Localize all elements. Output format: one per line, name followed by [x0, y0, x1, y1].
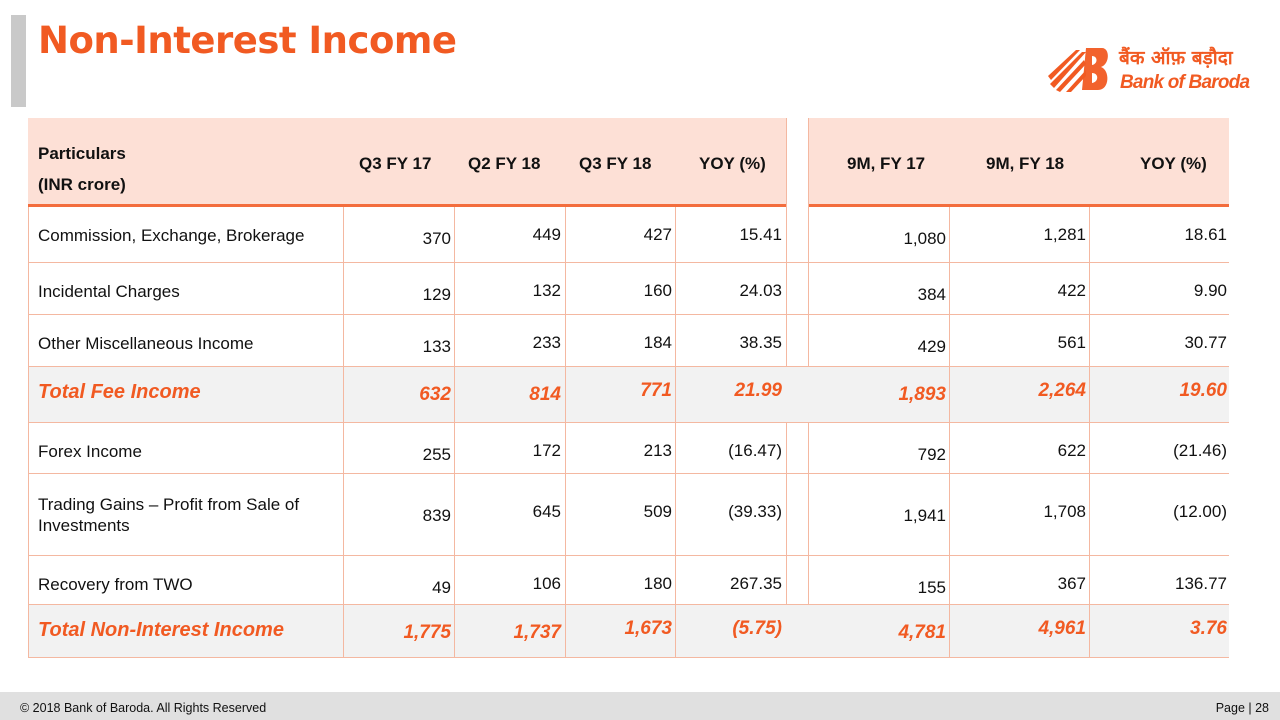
row-value: 1,281 [1043, 225, 1086, 244]
row-value: 213 [643, 441, 672, 460]
row-label: Total Fee Income [38, 381, 201, 403]
row-value: 839 [422, 506, 451, 525]
bank-logo [1046, 44, 1256, 96]
col-header-9mfy18: 9M, FY 18 [986, 154, 1065, 173]
row-value: 3.76 [1190, 618, 1227, 639]
page-title: Non-Interest Income [38, 19, 457, 62]
row-value: 792 [917, 445, 946, 464]
col-header-q3fy17: Q3 FY 17 [359, 154, 432, 173]
row-value: (21.46) [1173, 441, 1227, 460]
row-value: (5.75) [732, 618, 782, 639]
row-value: 155 [917, 578, 946, 597]
particulars-header-line2: (INR crore) [38, 175, 126, 194]
row-value: 1,941 [903, 506, 946, 525]
row-value: 1,737 [513, 622, 561, 643]
row-value: 21.99 [734, 380, 782, 401]
row-value: 267.35 [730, 574, 782, 593]
table-row [28, 423, 1229, 474]
row-value: 106 [532, 574, 561, 593]
non-interest-income-table [28, 118, 1229, 658]
row-value: 645 [532, 502, 561, 521]
row-label: Recovery from TWO [38, 575, 193, 594]
row-value: 136.77 [1175, 574, 1227, 593]
row-value: 49 [432, 578, 451, 597]
grid-line [28, 207, 29, 658]
col-header-yoy-quarter: YOY (%) [699, 154, 766, 173]
row-value: (12.00) [1173, 502, 1227, 521]
row-value: 427 [643, 225, 672, 244]
row-value: 2,264 [1038, 380, 1086, 401]
row-value: 233 [532, 333, 561, 352]
row-value: 384 [917, 285, 946, 304]
row-value: 18.61 [1184, 225, 1227, 244]
grid-line [675, 207, 676, 658]
grid-line [949, 207, 950, 658]
row-value: 632 [419, 384, 451, 405]
row-value: 172 [532, 441, 561, 460]
row-label: Other Miscellaneous Income [38, 334, 254, 353]
row-value: 4,781 [898, 622, 946, 643]
row-value: 30.77 [1184, 333, 1227, 352]
row-value: 429 [917, 337, 946, 356]
particulars-header-line1: Particulars [38, 144, 126, 163]
row-value: 129 [422, 285, 451, 304]
table-row [28, 315, 1229, 367]
row-value: 449 [532, 225, 561, 244]
copyright-text: © 2018 Bank of Baroda. All Rights Reserved [20, 701, 267, 715]
grid-line [343, 207, 344, 658]
col-header-yoy-9m: YOY (%) [1140, 154, 1207, 173]
table-row [28, 207, 1229, 263]
row-value: 9.90 [1193, 281, 1227, 300]
row-value: 160 [643, 281, 672, 300]
row-value: 19.60 [1179, 380, 1227, 401]
row-value: 180 [643, 574, 672, 593]
row-value: 814 [529, 384, 561, 405]
row-label: Commission, Exchange, Brokerage [38, 226, 305, 245]
title-accent-bar [11, 15, 26, 107]
col-header-q2fy18: Q2 FY 18 [468, 154, 541, 173]
table-row [28, 474, 1229, 556]
row-value: 509 [643, 502, 672, 521]
row-value: 771 [640, 380, 672, 401]
row-value: 1,775 [403, 622, 451, 643]
row-value: 1,893 [898, 384, 946, 405]
row-value: 24.03 [739, 281, 782, 300]
col-header-9mfy17: 9M, FY 17 [847, 154, 926, 173]
row-label: Incidental Charges [38, 282, 180, 301]
footer-bar [0, 692, 1280, 720]
row-value: 370 [422, 229, 451, 248]
col-header-q3fy18: Q3 FY 18 [579, 154, 652, 173]
row-value: 184 [643, 333, 672, 352]
row-label: Total Non-Interest Income [38, 619, 284, 641]
logo-hindi-text: बैंक ऑफ़ बड़ौदा [1119, 47, 1233, 69]
grid-line [454, 207, 455, 658]
row-value: 1,080 [903, 229, 946, 248]
row-value: 622 [1057, 441, 1086, 460]
bank-of-baroda-logo-icon [1046, 44, 1110, 96]
row-value: 367 [1057, 574, 1086, 593]
row-value: 1,708 [1043, 502, 1086, 521]
row-value: 132 [532, 281, 561, 300]
row-value: 255 [422, 445, 451, 464]
row-value: 4,961 [1038, 618, 1086, 639]
row-label: Forex Income [38, 442, 142, 461]
table-row [28, 556, 1229, 605]
row-value: 422 [1057, 281, 1086, 300]
row-value: 38.35 [739, 333, 782, 352]
row-value: 561 [1057, 333, 1086, 352]
grid-line [1089, 207, 1090, 658]
row-label: Trading Gains – Profit from Sale of Investments [38, 495, 300, 535]
row-value: (39.33) [728, 502, 782, 521]
logo-english-text: Bank of Baroda [1120, 72, 1250, 93]
page-number: Page | 28 [1215, 701, 1269, 715]
table-total-row [28, 367, 1229, 423]
grid-line [565, 207, 566, 658]
row-value: 1,673 [624, 618, 672, 639]
row-value: 133 [422, 337, 451, 356]
table-row [28, 263, 1229, 315]
row-value: (16.47) [728, 441, 782, 460]
particulars-header [38, 138, 126, 200]
table-total-row [28, 605, 1229, 658]
row-value: 15.41 [739, 225, 782, 244]
